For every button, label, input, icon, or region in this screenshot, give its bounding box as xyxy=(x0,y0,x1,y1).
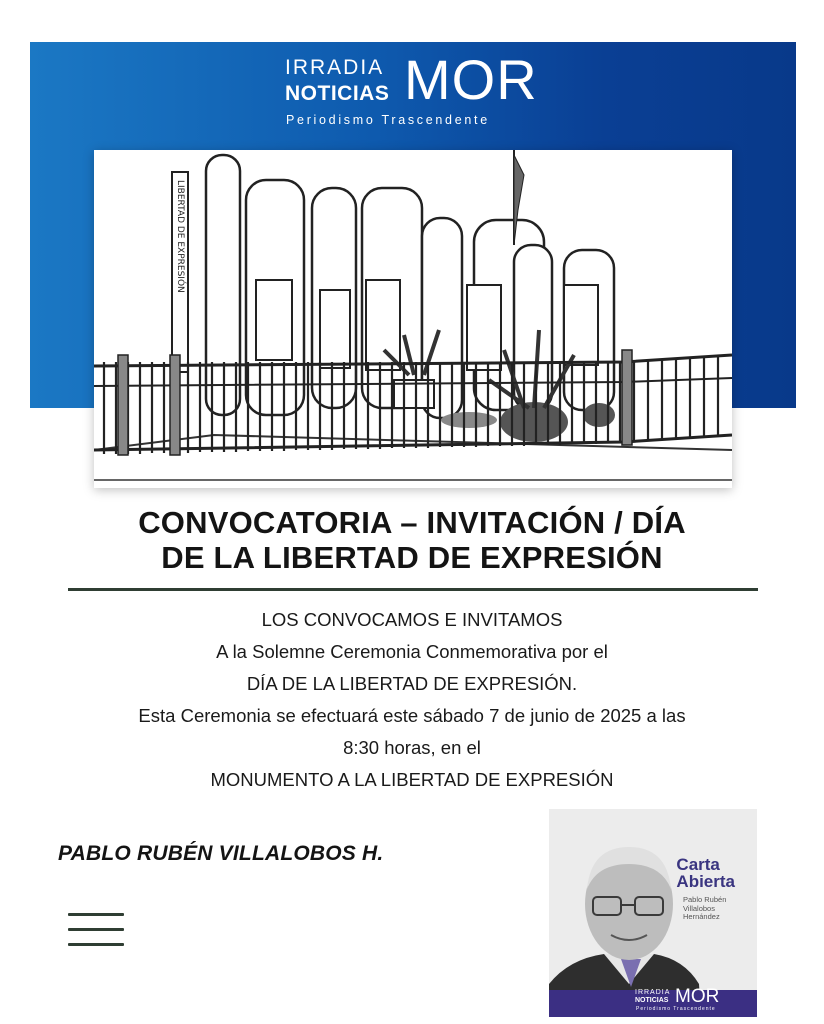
logo-mor: MOR xyxy=(404,48,538,111)
thumb-subtitle xyxy=(683,896,753,922)
thumb-title-line: Abierta xyxy=(676,872,735,891)
monument-text: LIBERTAD DE EXPRESIÓN xyxy=(175,180,185,293)
thumb-logo xyxy=(635,986,735,1013)
body-line: A la Solemne Ceremonia Conmemorativa por el xyxy=(216,641,608,662)
headline-divider xyxy=(68,588,758,591)
body-line: LOS CONVOCAMOS E INVITAMOS xyxy=(261,609,563,630)
logo-irradia: IRRADIA xyxy=(285,56,385,79)
site-logo[interactable] xyxy=(282,48,572,130)
body-line: Esta Ceremonia se efectuará este sábado 7 de junio de 2025 a las xyxy=(138,705,686,726)
thumb-sub-line: Villalobos xyxy=(683,903,715,913)
article-body xyxy=(40,604,784,796)
thumb-logo-irradia: IRRADIA xyxy=(635,989,671,996)
author-name: PABLO RUBÉN VILLALOBOS H. xyxy=(58,842,384,865)
body-line: DÍA DE LA LIBERTAD DE EXPRESIÓN. xyxy=(246,673,578,694)
article-headline xyxy=(50,505,774,575)
menu-bar xyxy=(68,928,124,931)
menu-bar xyxy=(68,913,124,916)
thumb-sub-line: Pablo Rubén xyxy=(683,895,727,904)
menu-bar xyxy=(68,943,124,946)
carta-abierta-thumbnail[interactable] xyxy=(549,809,757,1017)
headline-line-1: CONVOCATORIA – INVITACIÓN / DÍA xyxy=(138,505,686,540)
featured-illustration xyxy=(94,150,732,488)
logo-noticias: NOTICIAS xyxy=(285,82,390,105)
headline-line-2: DE LA LIBERTAD DE EXPRESIÓN xyxy=(161,540,663,575)
thumb-title-line: Carta xyxy=(676,855,720,874)
thumb-logo-tagline: Periodismo Trascendente xyxy=(636,1006,716,1012)
logo-tagline: Periodismo Trascendente xyxy=(286,113,490,127)
body-line: 8:30 horas, en el xyxy=(343,737,481,758)
hamburger-menu-icon[interactable] xyxy=(68,910,124,950)
thumb-sub-line: Hernández xyxy=(683,912,720,921)
thumb-logo-noticias: NOTICIAS xyxy=(635,997,669,1004)
thumb-title xyxy=(676,856,735,890)
body-line: MONUMENTO A LA LIBERTAD DE EXPRESIÓN xyxy=(210,769,614,790)
monument-sketch xyxy=(94,150,732,488)
thumb-logo-mor: MOR xyxy=(675,986,720,1007)
